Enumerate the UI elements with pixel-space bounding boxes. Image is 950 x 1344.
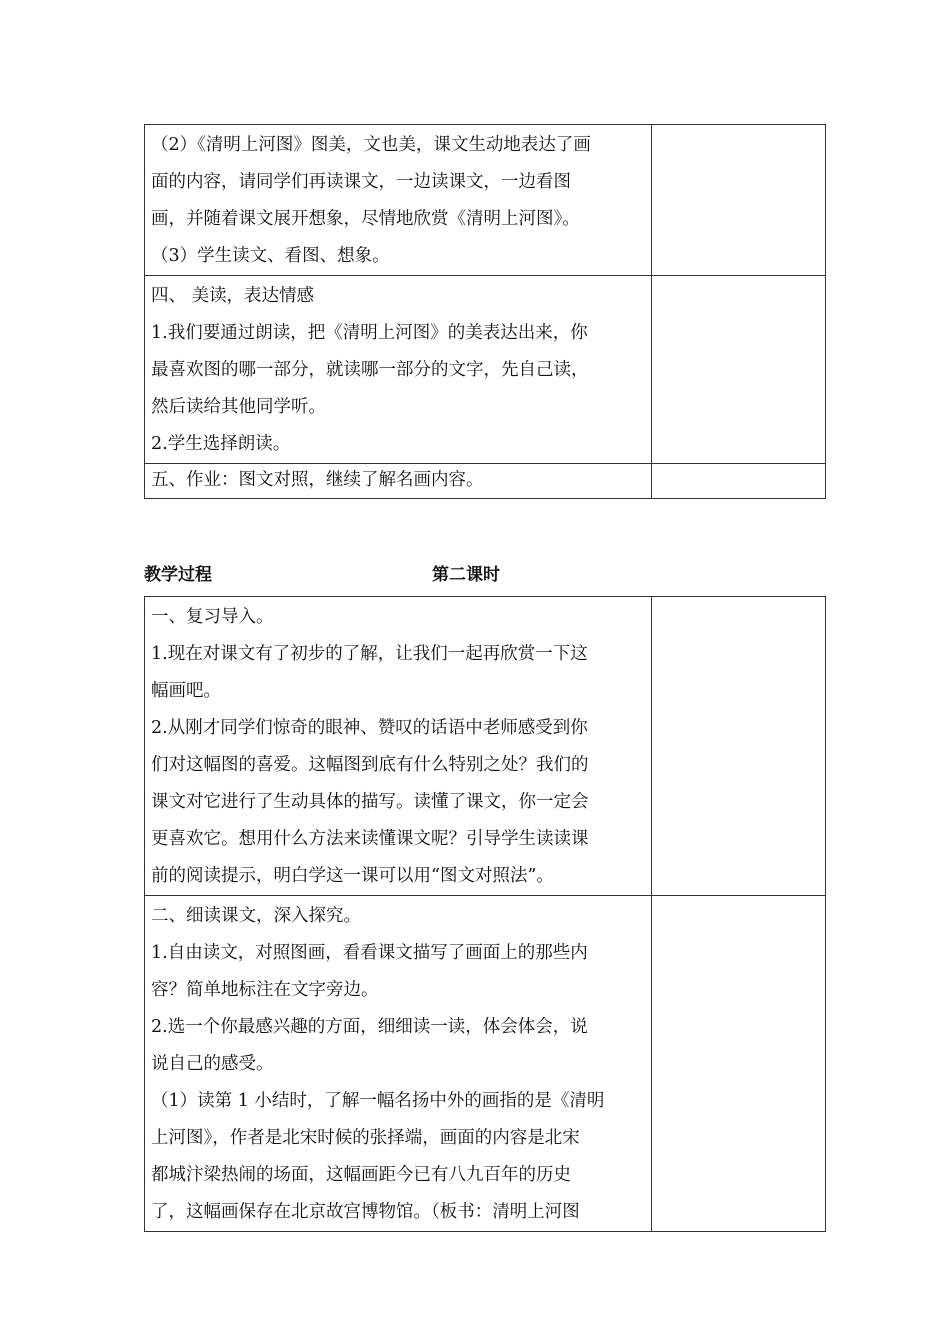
text-line: 更喜欢它。想用什么方法来读懂课文呢？引导学生读读课	[151, 829, 589, 849]
text-line: 面的内容，请同学们再读课文，一边读课文，一边看图	[151, 172, 571, 192]
notes-cell	[652, 276, 826, 464]
content-cell	[145, 276, 652, 464]
text-line: 幅画吧。	[151, 681, 221, 701]
text-line: 了，这幅画保存在北京故宫博物馆。（板书：清明上河图	[151, 1202, 580, 1222]
content-cell	[145, 125, 652, 276]
text-line: 们对这幅图的喜爱。这幅图到底有什么特别之处？我们的	[151, 755, 589, 775]
content-cell	[145, 896, 652, 1232]
text-line: 都城汴梁热闹的场面，这幅画距今已有八九百年的历史	[151, 1165, 571, 1185]
table-row	[145, 597, 826, 896]
text-line: 说自己的感受。	[151, 1054, 274, 1074]
text-line: 2.学生选择朗读。	[151, 434, 291, 454]
text-line: 画，并随着课文展开想象，尽情地欣赏《清明上河图》。	[151, 209, 580, 229]
text-line: 最喜欢图的哪一部分，就读哪一部分的文字，先自己读，	[151, 360, 589, 380]
text-line: （1）读第 1 小结时，了解一幅名扬中外的画指的是《清明	[151, 1091, 605, 1111]
section-heading: 五、作业：图文对照，继续了解名画内容。	[151, 470, 484, 490]
text-line: （3）学生读文、看图、想象。	[151, 246, 390, 266]
table-row	[145, 276, 826, 464]
section-heading: 四、 美读，表达情感	[151, 286, 315, 306]
lesson-period-label: 第二课时	[432, 565, 500, 585]
text-line: 2.选一个你最感兴趣的方面，细细读一读，体会体会，说	[151, 1017, 588, 1037]
text-line: 1.自由读文，对照图画，看看课文描写了画面上的那些内	[151, 943, 588, 963]
content-cell	[145, 464, 652, 499]
section-heading: 一、复习导入。	[151, 607, 274, 627]
text-line: 课文对它进行了生动具体的描写。读懂了课文，你一定会	[151, 792, 589, 812]
text-line: 然后读给其他同学听。	[151, 397, 326, 417]
notes-cell	[652, 464, 826, 499]
lesson-table-1	[144, 124, 826, 499]
teaching-process-label: 教学过程	[144, 565, 212, 585]
content-cell	[145, 597, 652, 896]
table-row	[145, 125, 826, 276]
table-row	[145, 896, 826, 1232]
notes-cell	[652, 896, 826, 1232]
section-heading: 二、细读课文，深入探究。	[151, 906, 361, 926]
text-line: 1.我们要通过朗读，把《清明上河图》的美表达出来，你	[151, 323, 588, 343]
text-line: （2）《清明上河图》图美，文也美，课文生动地表达了画	[151, 135, 591, 155]
lesson-table-2	[144, 596, 826, 1232]
text-line: 1.现在对课文有了初步的了解，让我们一起再欣赏一下这	[151, 644, 588, 664]
text-line: 前的阅读提示，明白学这一课可以用“图文对照法”。	[151, 866, 554, 886]
text-line: 容？简单地标注在文字旁边。	[151, 980, 379, 1000]
table-row	[145, 464, 826, 499]
text-line: 上河图》，作者是北宋时候的张择端，画面的内容是北宋	[151, 1128, 580, 1148]
notes-cell	[652, 125, 826, 276]
notes-cell	[652, 597, 826, 896]
text-line: 2.从刚才同学们惊奇的眼神、赞叹的话语中老师感受到你	[151, 718, 588, 738]
